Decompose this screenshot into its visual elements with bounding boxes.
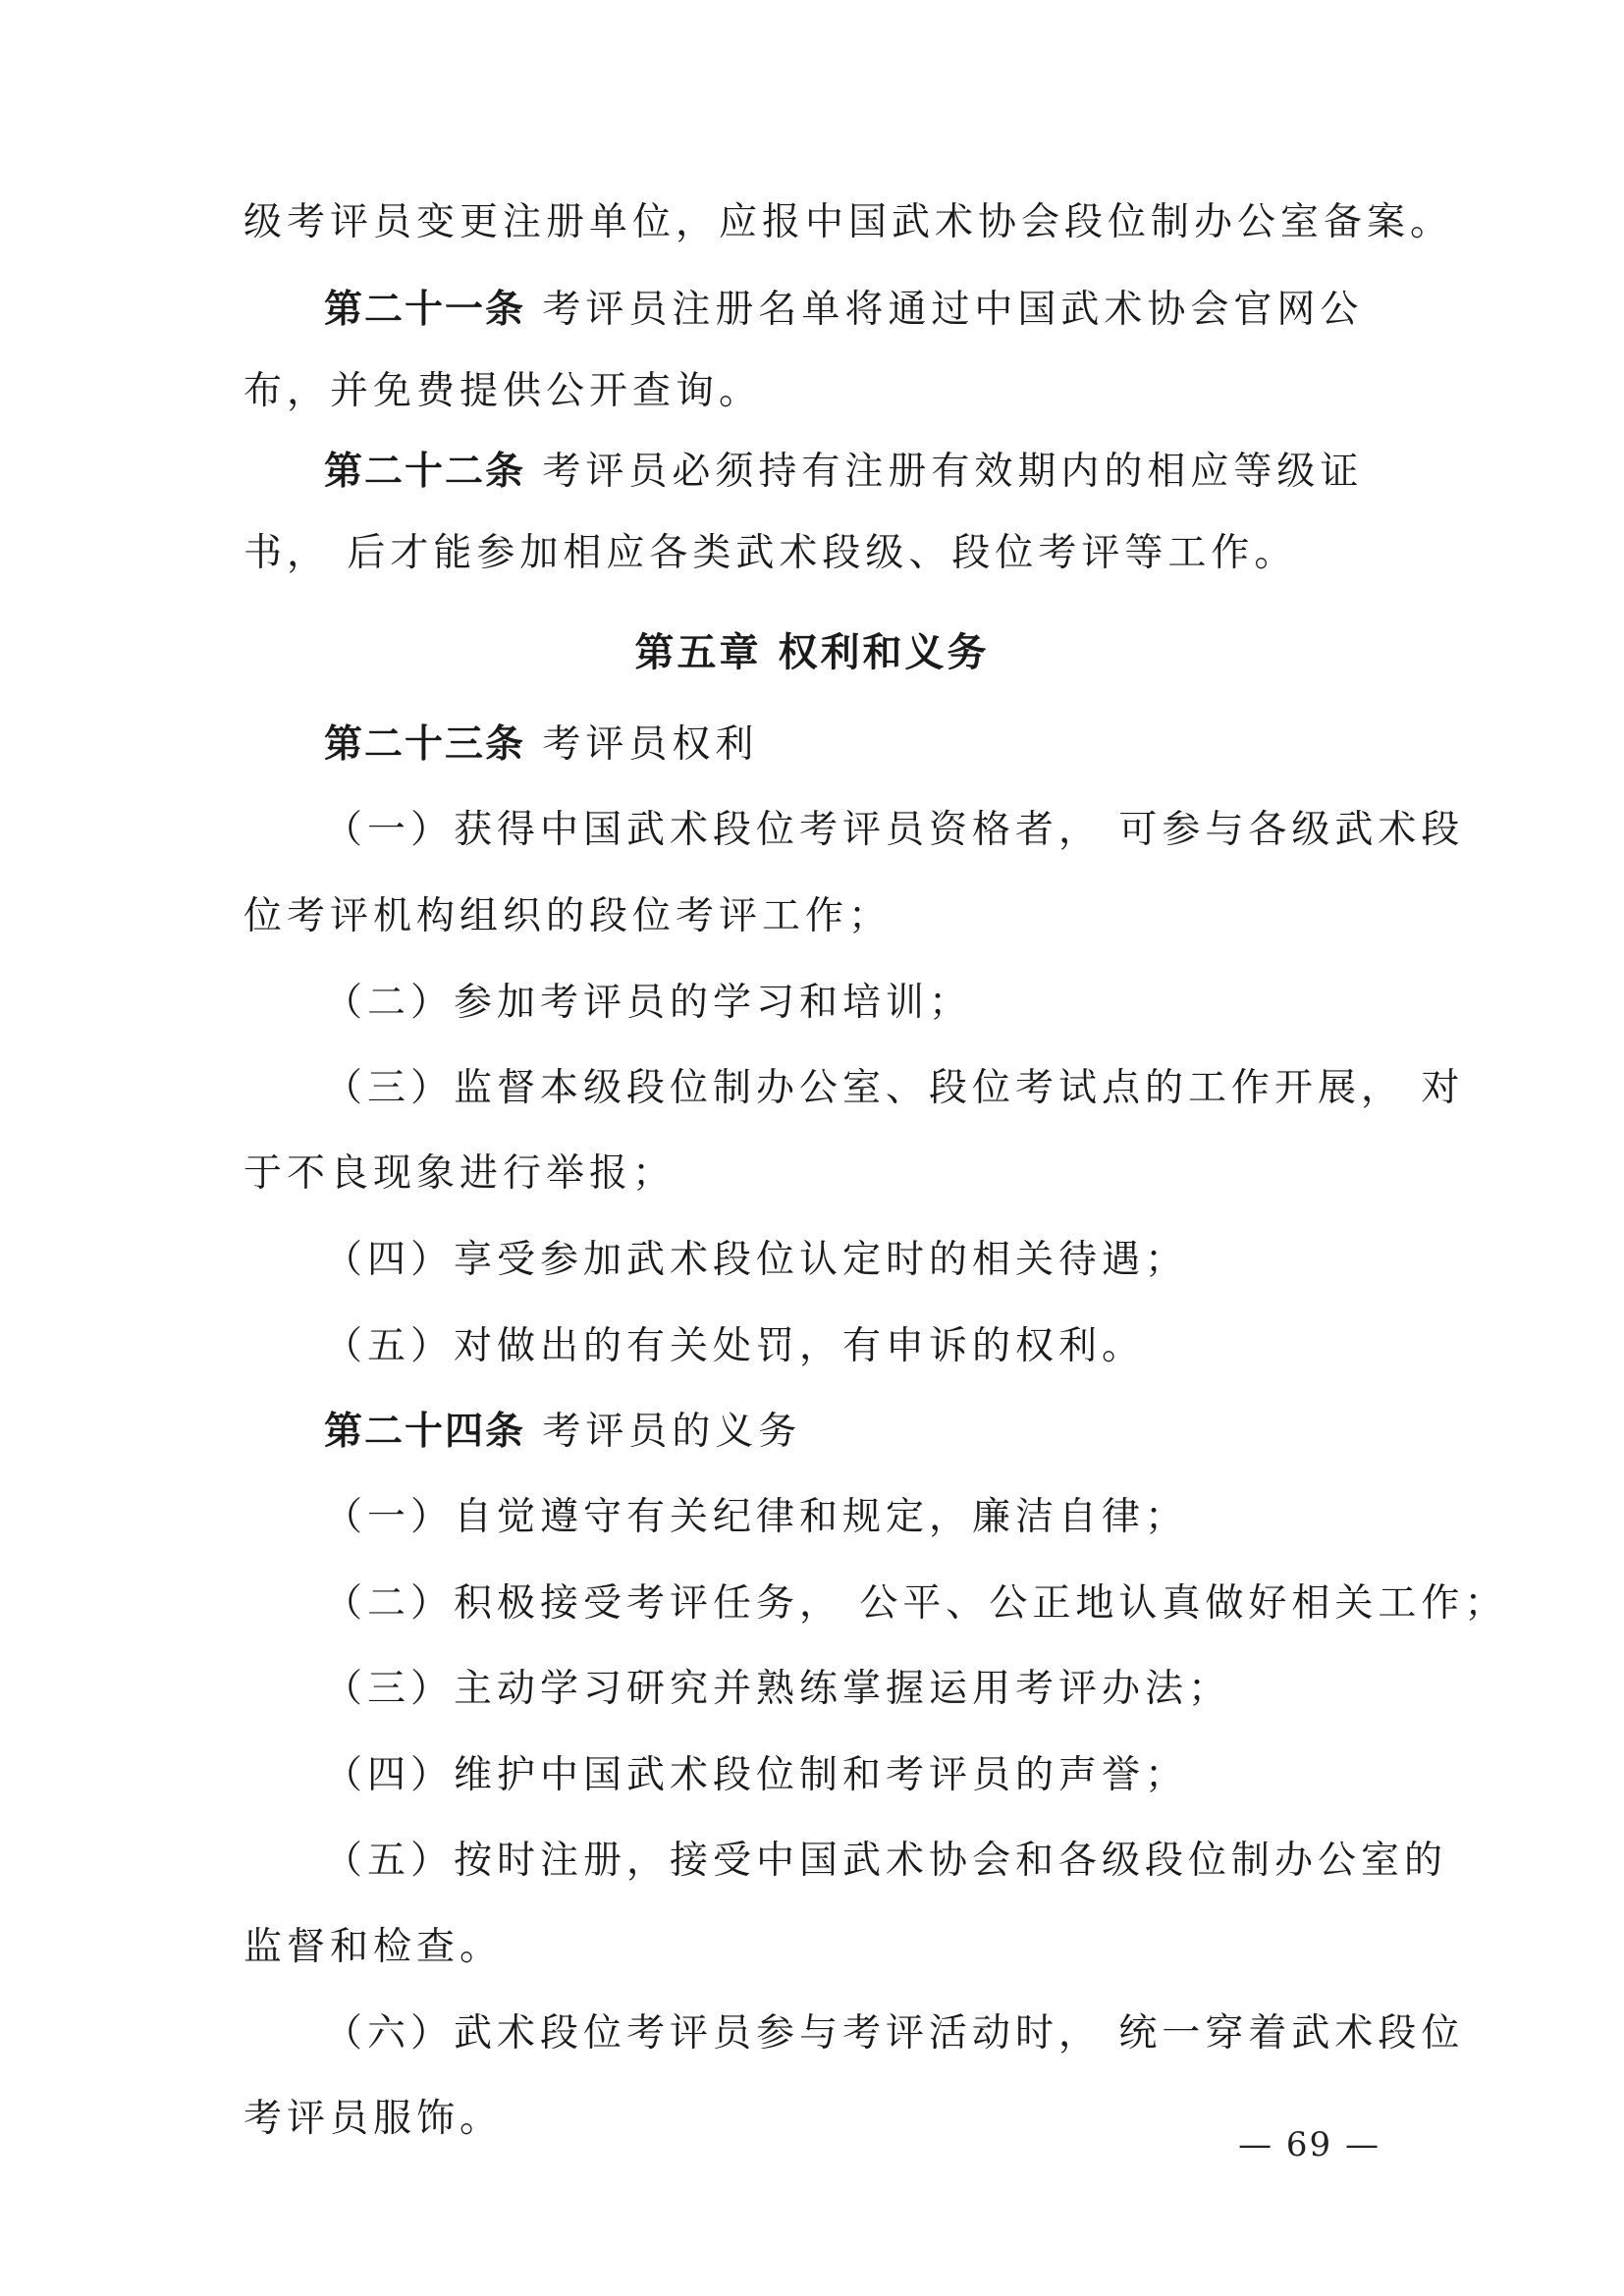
- line-text: 考评员必须持有注册有效期内的相应等级证: [525, 450, 1364, 494]
- line-text: （一）自觉遵守有关纪律和规定，廉洁自律；: [324, 1495, 1189, 1539]
- paragraph-line: [244, 199, 1454, 246]
- line-text: （二）参加考评员的学习和培训；: [324, 981, 973, 1025]
- line-text: （四）维护中国武术段位制和考评员的声誉；: [324, 1753, 1189, 1797]
- article-label: 第二十三条: [324, 722, 526, 767]
- line-text: （四）享受参加武术段位认定时的相关待遇；: [324, 1238, 1189, 1282]
- article-label: 第二十一条: [324, 288, 526, 332]
- list-item-line: [324, 1580, 1508, 1628]
- paragraph-line: [244, 1150, 1380, 1198]
- list-item-line: [324, 1237, 1380, 1284]
- list-item-line: [324, 980, 1380, 1027]
- line-text: 书， 后才能参加相应各类武术段级、段位考评等工作。: [244, 531, 1298, 575]
- line-text: （六）武术段位考评员参与考评活动时， 统一穿着武术段位: [324, 2011, 1465, 2056]
- paragraph-line: [244, 893, 1380, 940]
- article-22-line: [324, 449, 1380, 496]
- list-item-line: [324, 1494, 1380, 1541]
- line-text: （三）监督本级段位制办公室、段位考试点的工作开展， 对: [324, 1066, 1465, 1110]
- list-item-line: [324, 1065, 1465, 1112]
- line-text: 监督和检查。: [244, 1925, 504, 1969]
- list-item-line: [324, 2010, 1465, 2057]
- article-label: 第二十二条: [324, 450, 526, 494]
- paragraph-line: [244, 2096, 1380, 2143]
- line-text: 考评员服饰。: [244, 2097, 504, 2141]
- line-text: （五）按时注册，接受中国武术协会和各级段位制办公室的: [324, 1839, 1448, 1883]
- chapter-heading: 第五章 权利和义务: [634, 630, 990, 675]
- article-label: 第二十四条: [324, 1410, 526, 1454]
- line-text: 布，并免费提供公开查询。: [244, 369, 763, 413]
- line-text: 级考评员变更注册单位，应报中国武术协会段位制办公室备案。: [244, 200, 1454, 244]
- line-text: 考评员权利: [525, 722, 759, 767]
- list-item-line: [324, 1323, 1380, 1370]
- line-text: （五）对做出的有关处罚，有申诉的权利。: [324, 1324, 1146, 1368]
- line-text: （三）主动学习研究并熟练掌握运用考评办法；: [324, 1667, 1232, 1711]
- article-24-line: [324, 1409, 1380, 1456]
- line-text: （二）积极接受考评任务， 公平、公正地认真做好相关工作；: [324, 1581, 1508, 1626]
- line-text: 考评员注册名单将通过中国武术协会官网公: [525, 288, 1364, 332]
- line-text: 考评员的义务: [525, 1410, 802, 1454]
- line-text: 于不良现象进行举报；: [244, 1151, 677, 1196]
- list-item-line: [324, 1666, 1380, 1713]
- list-item-line: [324, 1752, 1380, 1799]
- paragraph-line: [244, 1924, 1380, 1971]
- article-23-line: [324, 721, 1380, 769]
- page-number: — 69 —: [1238, 2125, 1380, 2164]
- line-text: （一）获得中国武术段位考评员资格者， 可参与各级武术段: [324, 808, 1465, 852]
- line-text: 位考评机构组织的段位考评工作；: [244, 894, 893, 938]
- paragraph-line: [244, 530, 1380, 577]
- list-item-line: [324, 807, 1465, 854]
- list-item-line: [324, 1838, 1448, 1885]
- paragraph-line: [244, 368, 1380, 415]
- article-21-line: [324, 287, 1380, 334]
